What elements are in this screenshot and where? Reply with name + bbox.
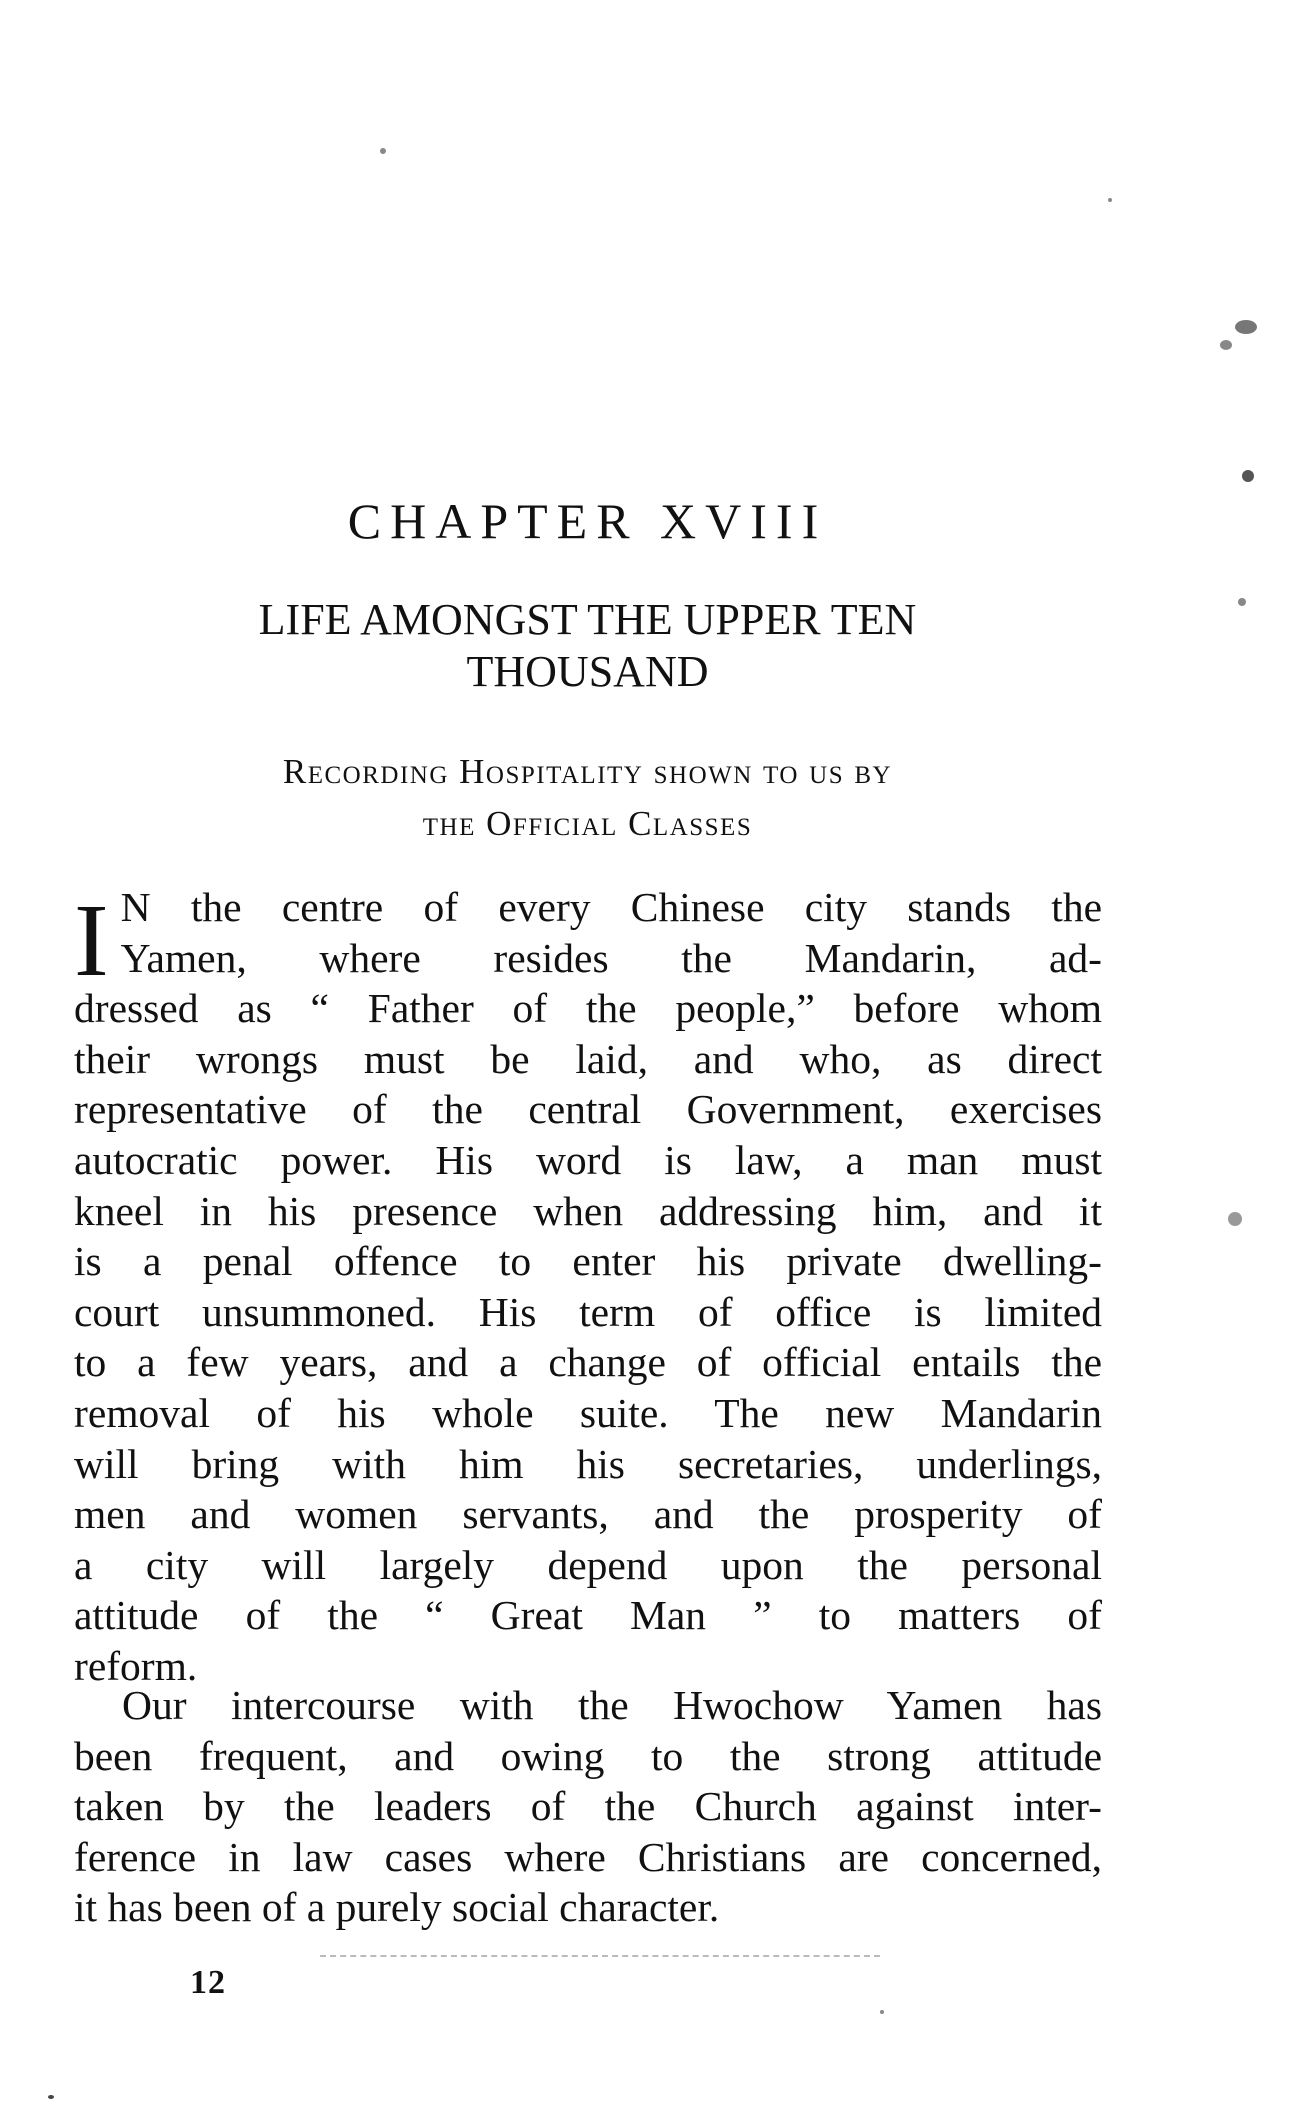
paragraph-2-line: taken by the leaders of the Church against inter- xyxy=(74,1783,1102,1830)
speck xyxy=(1242,470,1254,482)
page-number: 12 xyxy=(190,1964,226,2001)
paragraph-1-line: a city will largely depend upon the personal xyxy=(74,1541,1102,1588)
paragraph-1-line: reform. xyxy=(74,1642,198,1689)
paragraph-1-line: their wrongs must be laid, and who, as direct xyxy=(74,1035,1102,1082)
paragraph-1-line: N the centre of every Chinese city stands the xyxy=(120,884,1102,930)
speck xyxy=(1238,598,1246,606)
paragraph-1-line: is a penal offence to enter his private dwelling- xyxy=(74,1238,1102,1285)
paragraph-1-line: will bring with him his secretaries, underlings, xyxy=(74,1440,1102,1487)
drop-cap: I xyxy=(74,883,109,998)
chapter-subtitle-line-1: Recording Hospitality shown to us by xyxy=(282,752,893,791)
paragraph-1 xyxy=(74,882,1102,1692)
footer-rule xyxy=(320,1955,880,1957)
paragraph-1-line: Yamen, where resides the Mandarin, ad- xyxy=(120,934,1102,981)
paragraph-1-line: dressed as “ Father of the people,” before whom xyxy=(74,985,1102,1032)
paragraph-1-line: autocratic power. His word is law, a man must xyxy=(74,1136,1102,1183)
paragraph-1-line: to a few years, and a change of official entails the xyxy=(74,1339,1102,1386)
paragraph-2-line: it has been of a purely social character. xyxy=(74,1884,720,1931)
chapter-subtitle-line-2: the Official Classes xyxy=(422,804,753,843)
speck xyxy=(48,2095,54,2099)
paragraph-1-line: representative of the central Government, exercises xyxy=(74,1086,1102,1133)
chapter-title-line-1: LIFE AMONGST THE UPPER TEN xyxy=(258,595,917,644)
speck xyxy=(1235,320,1257,334)
speck xyxy=(1228,1212,1242,1226)
paragraph-2-line: been frequent, and owing to the strong attitude xyxy=(74,1732,1102,1779)
speck xyxy=(1220,340,1232,350)
paragraph-1-line: court unsummoned. His term of office is limited xyxy=(74,1288,1102,1335)
chapter-heading: CHAPTER XVIII xyxy=(347,493,828,549)
chapter-subtitle xyxy=(0,746,1175,850)
paragraph-2-line: Our intercourse with the Hwochow Yamen has xyxy=(122,1682,1102,1728)
speck xyxy=(380,148,386,154)
speck xyxy=(1108,198,1112,202)
speck xyxy=(880,2010,884,2014)
paragraph-1-line: removal of his whole suite. The new Mandarin xyxy=(74,1389,1102,1436)
chapter-title xyxy=(0,594,1175,698)
paragraph-2 xyxy=(74,1680,1102,1933)
paragraph-1-line: attitude of the “ Great Man ” to matters of xyxy=(74,1592,1102,1639)
paragraph-1-line: men and women servants, and the prosperity of xyxy=(74,1491,1102,1538)
paragraph-2-line: ference in law cases where Christians are concerned, xyxy=(74,1833,1102,1880)
chapter-title-line-2: THOUSAND xyxy=(466,647,709,696)
paragraph-1-line: kneel in his presence when addressing him, and it xyxy=(74,1187,1102,1234)
